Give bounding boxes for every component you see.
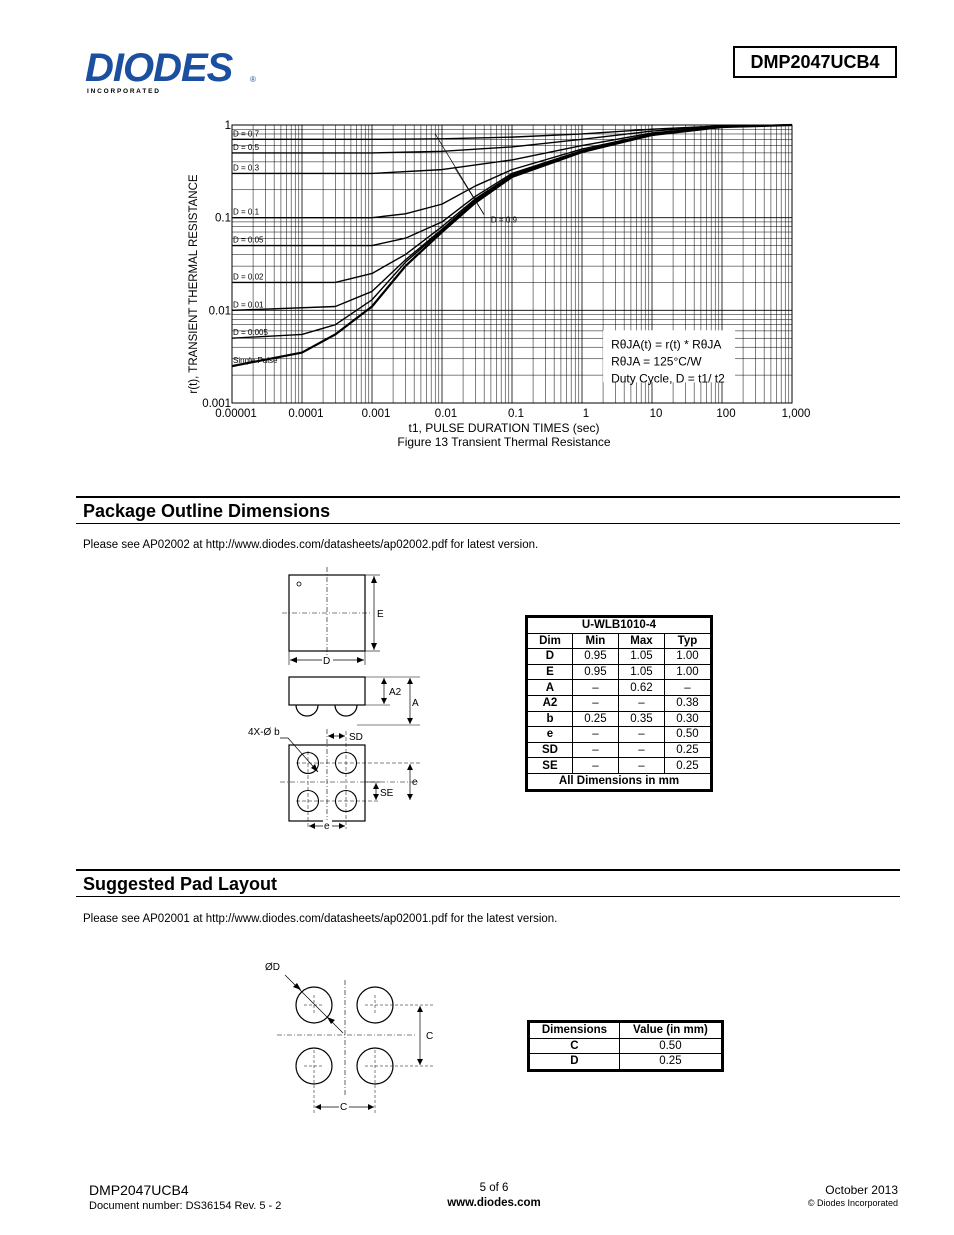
table-row: A – 0.62 – [528,680,711,696]
table-header: Value (in mm) [619,1023,721,1039]
dimension-table [525,615,713,792]
footer-page-number: 5 of 6 [479,1182,509,1194]
dim-label-E: E [377,609,384,620]
table-row: C 0.50 [530,1038,722,1054]
table-row: A2 – – 0.38 [528,695,711,711]
pad-layout-drawing [255,955,445,1120]
annotation-text: RθJA(t) = r(t) * RθJA [611,337,722,352]
section-title-pad: Suggested Pad Layout [83,874,278,894]
svg-text:®: ® [250,75,256,84]
x-tick-label: 1,000 [781,408,811,420]
dim-label-A2: A2 [389,687,402,698]
package-note: Please see AP02002 at http://www.diodes.com/datasheets/ap02002.pdf for latest version. [83,539,539,551]
table-row: SD – – 0.25 [528,742,711,758]
table-header: Min [572,633,618,649]
section-title-package: Package Outline Dimensions [83,501,331,521]
part-number-box: DMP2047UCB4 [733,46,897,78]
table-header: Dim [528,633,573,649]
dim-label-e-vertical: e [412,777,418,788]
series-label: D = 0.1 [233,207,260,217]
y-tick-label: 1 [224,120,231,132]
x-tick-label: 0.01 [434,408,458,420]
pad-note: Please see AP02001 at http://www.diodes.com/datasheets/ap02001.pdf for the latest version. [83,913,558,925]
table-header: Max [618,633,664,649]
series-label: D = 0.3 [233,163,260,173]
table-header-row [528,633,711,649]
y-tick-label: 0.1 [215,212,231,225]
dim-label-D: D [323,656,331,667]
series-label: D = 0.02 [233,272,264,282]
annotation-text: RθJA = 125°C/W [611,354,702,369]
series-label: D = 0.5 [233,142,260,152]
x-tick-label: 0.1 [508,408,524,420]
table-row: SE – – 0.25 [528,758,711,774]
footer-date: October 2013 [825,1183,898,1197]
section-rule [76,896,900,897]
dim-label-e-horizontal: e [324,821,330,832]
pad-label-C-vertical: C [426,1031,434,1042]
footer-document-number: Document number: DS36154 Rev. 5 - 2 [89,1200,282,1212]
table-row: E 0.95 1.05 1.00 [528,664,711,680]
series-label: D = 0.01 [233,300,264,310]
annotation-text: Duty Cycle, D = t1/ t2 [611,371,725,386]
section-rule [76,523,900,524]
y-tick-label: 0.001 [202,398,231,410]
pad-dimension-table [527,1020,724,1072]
chart-title: Figure 13 Transient Thermal Resistance [397,435,611,449]
series-label: Single Pulse [233,356,278,366]
package-outline-drawing [240,565,440,840]
series-label: D = 0.05 [233,235,264,245]
x-tick-label: 0.0001 [288,408,324,420]
y-tick-label: 0.01 [208,305,231,318]
x-tick-label: 1 [582,408,590,420]
logo-text: DIODES [85,48,233,90]
table-header: Dimensions [530,1023,620,1039]
table-title: U-WLB1010-4 [528,618,711,634]
x-tick-label: 0.00001 [215,408,257,420]
pad-label-D: ØD [265,962,280,973]
pad-label-C-horizontal: C [340,1102,348,1113]
footer-website-link[interactable]: www.diodes.com [447,1197,541,1209]
table-footer: All Dimensions in mm [528,773,711,789]
x-tick-label: 100 [716,408,736,420]
section-rule [76,869,900,871]
table-row: e – – 0.50 [528,727,711,743]
section-rule [76,496,900,498]
transient-thermal-chart [180,115,820,460]
dim-label-SE: SE [380,788,394,799]
table-header-row [530,1023,722,1039]
x-tick-label: 0.001 [361,408,391,420]
series-label: D = 0.005 [233,328,268,338]
series-label: D = 0.9 [490,215,517,225]
dim-label-b: 4X-Ø b [248,727,280,738]
table-row: D 0.95 1.05 1.00 [528,649,711,665]
table-row: D 0.25 [530,1054,722,1070]
footer-part-number: DMP2047UCB4 [89,1182,189,1198]
footer-copyright: © Diodes Incorporated [807,1198,898,1208]
y-axis-label: r(t), TRANSIENT THERMAL RESISTANCE [188,174,200,394]
table-row: b 0.25 0.35 0.30 [528,711,711,727]
dim-label-A: A [412,698,419,709]
x-tick-label: 10 [649,408,663,420]
table-header: Typ [664,633,710,649]
series-label: D = 0.7 [233,129,260,139]
diodes-logo [85,48,260,96]
dim-label-SD: SD [349,732,363,743]
logo-subtext: I N C O R P O R A T E D [87,88,159,95]
x-axis-label: t1, PULSE DURATION TIMES (sec) [408,421,600,435]
